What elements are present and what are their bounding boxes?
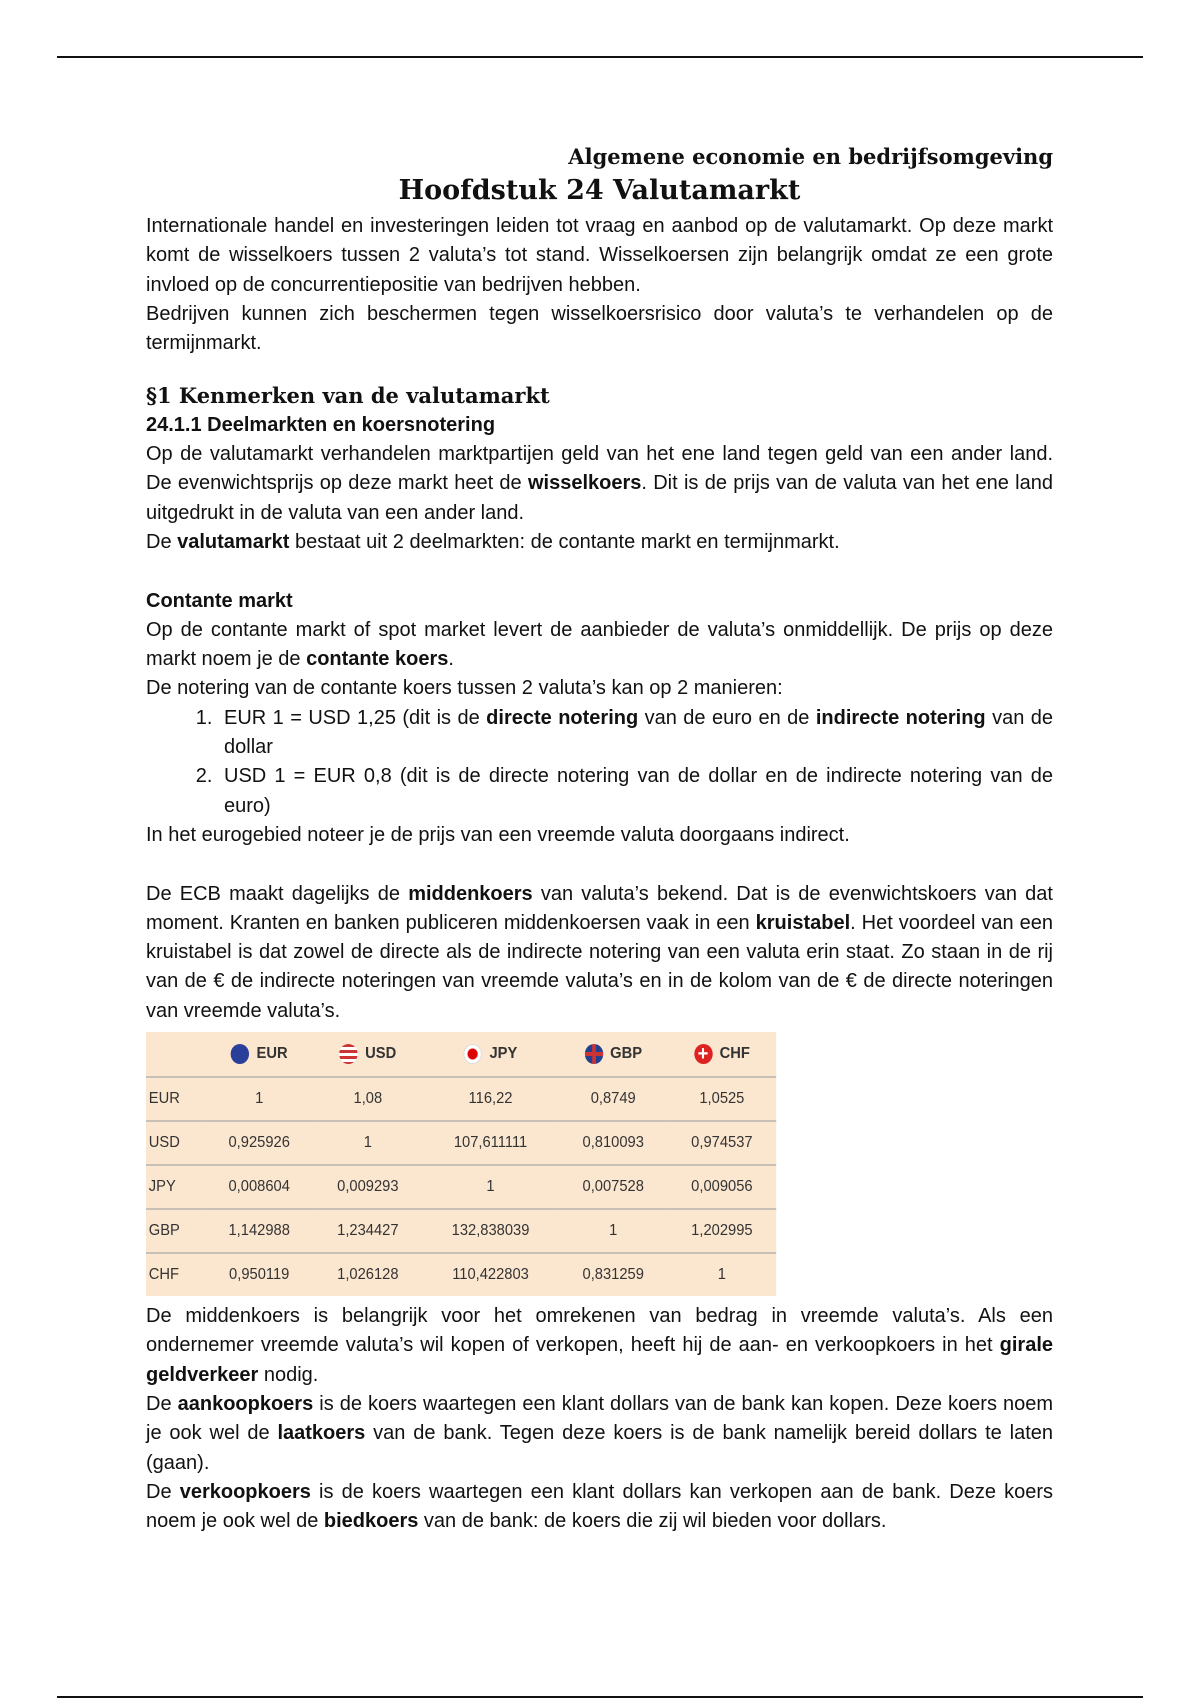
table-cell: 1,234427 [314,1209,423,1253]
row-header: USD [146,1121,205,1165]
table-cell: 1 [668,1253,777,1296]
paragraph: Op de valutamarkt verhandelen marktpartijen geld van het ene land tegen geld van een ander land. De evenwichtsprijs op deze markt heet de wisselkoers. Dit is de prijs van de valuta van het ene land uitgedrukt in de valuta van een ander land. [146,443,1053,524]
notation-list [146,704,1053,821]
table-cell: 0,009293 [314,1165,423,1209]
table-cell: 1 [314,1121,423,1165]
contante-heading: Contante markt [146,589,293,612]
eu-flag-icon [231,1044,249,1064]
column-header: USD [314,1032,423,1077]
table-cell: 1 [422,1165,559,1209]
paragraph: De verkoopkoers is de koers waartegen een klant dollars kan verkopen aan de bank. Deze koers noem je ook wel de biedkoers van de bank: de koers die zij wil bieden voor dollars. [146,1480,1054,1533]
table-row [146,1121,776,1165]
row-header: JPY [146,1165,205,1209]
list-item: 1. EUR 1 = USD 1,25 (dit is de directe notering van de euro en de indirecte notering van de dollar [218,704,1053,763]
row-header: GBP [146,1209,205,1253]
table-row [146,1209,776,1253]
top-rule [57,56,1143,58]
table-cell: 1,202995 [668,1209,777,1253]
list-item: 2. USD 1 = EUR 0,8 (dit is de directe notering van de dollar en de indirecte notering van de euro) [218,762,1053,821]
cross-rate-table [146,1032,776,1296]
table-cell: 0,810093 [559,1121,668,1165]
table-cell: 0,8749 [559,1077,668,1121]
intro-paragraph: Internationale handel en investeringen leiden tot vraag en aanbod op de valutamarkt. Op deze markt komt de wisselkoers tussen 2 valuta’s tot stand. Wisselkoersen zijn belangrijk omdat ze een grote invloed op de concurrentiepositie van bedrijven hebben. [146,215,1053,296]
page-content [146,142,1053,1536]
paragraph: De aankoopkoers is de koers waartegen een klant dollars van de bank kan kopen. Deze koers noem je ook wel de laatkoers van de bank. Tegen deze koers is de bank namelijk bereid dollars te laten (gaan). [146,1392,1054,1474]
table-cell: 1,142988 [205,1209,314,1253]
table-cell: 1,08 [314,1077,423,1121]
table-cell: 107,611111 [422,1121,559,1165]
swiss-flag-icon [694,1044,712,1064]
uk-flag-icon [584,1044,602,1064]
document-header: Algemene economie en bedrijfsomgeving [568,144,1053,169]
table-cell: 0,007528 [559,1165,668,1209]
page-title: Hoofdstuk 24 Valutamarkt [398,175,801,206]
table-cell: 0,950119 [205,1253,314,1296]
table-cell: 110,422803 [422,1253,559,1296]
table-row [146,1165,776,1209]
paragraph: De middenkoers is belangrijk voor het omrekenen van bedrag in vreemde valuta’s. Als een ondernemer vreemde valuta’s wil kopen of verkopen, heeft hij de aan- en verkoopkoers in het girale geldverkeer nodig. [146,1305,1053,1386]
table-cell: 116,22 [422,1077,559,1121]
column-header: EUR [205,1032,314,1077]
table-cell: 132,838039 [422,1209,559,1253]
table-row [146,1253,776,1296]
table-cell: 0,831259 [559,1253,668,1296]
table-header-row [146,1032,776,1077]
table-cell: 1,0525 [668,1077,777,1121]
japan-flag-icon [464,1044,482,1064]
section-heading: §1 Kenmerken van de valutamarkt [146,383,550,409]
paragraph: De notering van de contante koers tussen 2 valuta’s kan op 2 manieren: [146,677,783,700]
paragraph: De valutamarkt bestaat uit 2 deelmarkten: de contante markt en termijnmarkt. [146,530,840,553]
table-row [146,1077,776,1121]
us-flag-icon [339,1044,357,1064]
table-cell: 0,925926 [205,1121,314,1165]
table-cell: 0,974537 [668,1121,777,1165]
row-header: CHF [146,1253,205,1296]
column-header: JPY [422,1032,559,1077]
table-cell: 1 [559,1209,668,1253]
bottom-rule [57,1696,1143,1698]
table-cell: 0,008604 [205,1165,314,1209]
row-header: EUR [146,1077,205,1121]
column-header: + CHF [668,1032,777,1077]
table-cell: 0,009056 [668,1165,777,1209]
paragraph: In het eurogebied noteer je de prijs van een vreemde valuta doorgaans indirect. [146,823,850,846]
subsection-heading: 24.1.1 Deelmarkten en koersnotering [146,413,496,436]
column-header: GBP [559,1032,668,1077]
paragraph: Op de contante markt of spot market levert de aanbieder de valuta’s onmiddellijk. De prijs op deze markt noem je de contante koers. [146,618,1053,671]
paragraph: De ECB maakt dagelijks de middenkoers van valuta’s bekend. Dat is de evenwichtskoers van dat moment. Kranten en banken publiceren middenkoersen vaak in een kruistabel. Het voordeel van een kruistabel is dat zowel de directe als de indirecte notering van een valuta erin staat. Zo staan in de rij van de € de indirecte noteringen van vreemde valuta’s en in de kolom van de € de directe noteringen van vreemde valuta’s. [146,882,1054,1022]
intro-paragraph: Bedrijven kunnen zich beschermen tegen wisselkoersrisico door valuta’s te verhandelen op de termijnmarkt. [146,302,1053,355]
table-cell: 1,026128 [314,1253,423,1296]
table-cell: 1 [205,1077,314,1121]
